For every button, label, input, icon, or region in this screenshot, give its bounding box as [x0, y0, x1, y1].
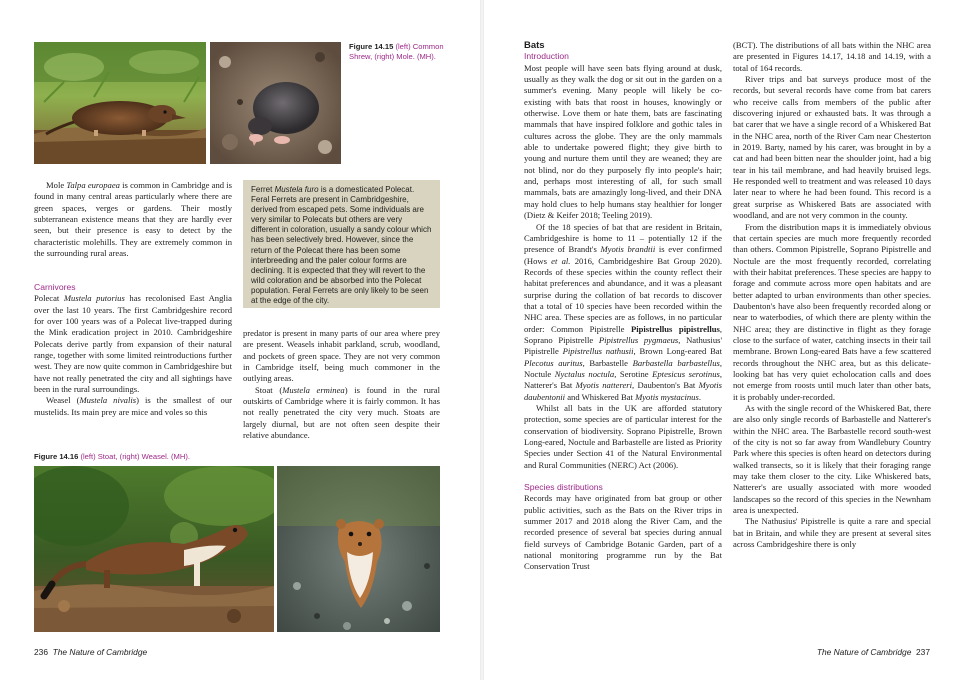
weasel-photo	[277, 466, 440, 632]
stoat-photo	[34, 466, 274, 632]
bats-heading: Bats	[524, 40, 545, 51]
bats-column-1: Bats Introduction Most people will have seen bats flying around at dusk, usually as they walk the dog or sit out in the garden on a summer's evening. Many people will likely be co-existing with bats that roost in houses, knowingly or otherwise. Love them or hate them, bats are fascinating mammals that have inspired folklore and gothic tales in cultures across the globe. They are the only mammals able to undertake powered flight; they give birth to young and nurture them until they are weaned; they are not blind, nor do they purposely fly into people's hair; and, perhaps most interesting of all, for such small mammals, bats are amazingly long-lived, and their DNA may hold clues to help humans stay healthier for longer (Dietz & Keifer 2018; Teeling 2019). Of the 18 species of bat that are resident in Britain, Cambridgeshire is home to 11 – potentially 12 if the presence of Brandt's Myotis brandtii is ever confirmed (Hows et al. 2016, Cambridgeshire Bat Group 2020). Records of these species within the county reflect their habitat preferences and abundance, and it was a pleasant surprise during the collation of bat records to discover that a total of 10 species have been recorded within the NHC area. These species are as follows, in no particular order: Common Pipistrelle Pipistrellus pipistrellus, Soprano Pipistrelle Pipistrellus pygmaeus, Nathusius' Pipistrelle Pipistrellus nathusii, Brown Long-eared Bat Plecotus auritus, Barbastelle Barbastella barbastellus, Noctule Nyctalus noctula, Serotine Eptesicus serotinus, Natterer's Bat Myotis nattereri, Daubenton's Bat Myotis daubentonii and Whiskered Bat Myotis mystacinus. Whilst all bats in the UK are afforded statutory protection, some species are of particular interest for the conservation of biodiversity. Soprano Pipistrelle, Brown Long-eared, Noctule and Barbastelle are listed as Priority Species under Section 41 of the Natural Environmental and Rural Communities (NERC) Act (2006). Species distributions Records may have originated from bat group or other public activities, such as the Bats on the River trips in summer 2017 and 2018 along the River Cam, and the recorded presence of several bat species during annual field surveys of Cambridge Botanic Garden, part of a national monitoring programme run by the Bat Conservation Trust	[524, 40, 723, 572]
mole-photo	[210, 42, 341, 164]
carnivores-heading: Carnivores	[34, 282, 76, 292]
species-distributions-heading: Species distributions	[524, 482, 603, 493]
introduction-heading: Introduction	[524, 51, 569, 62]
figure-14-15-caption: Figure 14.15 (left) Common Shrew, (right) Mole. (MH).	[349, 42, 444, 61]
left-page-folio: 236 The Nature of Cambridge	[34, 647, 148, 657]
shrew-photo	[34, 42, 206, 164]
weasel-stoat-text: predator is present in many parts of our area where prey are present. Weasels inhabit parkland, scrub, woodland, and pockets of green space. They are not very common in Cambridge itself, being much commoner in the outlying areas. Stoat (Mustela erminea) is found in the rural outskirts of Cambridge where it is fairly common. It has not really penetrated the city very much. Stoats are largely diurnal, but are not often seen despite their relative abundance.	[243, 328, 440, 441]
right-page-folio: The Nature of Cambridge 237	[816, 647, 930, 657]
figure-14-16-caption: Figure 14.16 (left) Stoat, (right) Weasel. (MH).	[34, 452, 191, 461]
carnivores-section: Carnivores Polecat Mustela putorius has recolonised East Anglia over the last 10 years. The first Cambridgeshire record for over 100 years was of a Polecat live-trapped during the Mink eradication project in 2010. Cambridgeshire Polecats derive partly from expansion of their natural range, together with some limited reintroductions further west. They are now quite common in Cambridgeshire but have not really penetrated the city and all sightings have been in the rural surroundings. Weasel (Mustela nivalis) is the smallest of our mustelids. Its main prey are mice and voles so this	[34, 282, 232, 417]
mole-text: Mole Talpa europaea is common in Cambridge and is found in many central areas particularly where there are green spaces, verges or gardens. Their mostly subterranean existence means that they are hardly ever seen, but their presence is easy to detect by the characteristic molehills. They are extremely common in the surrounding rural areas.	[34, 180, 232, 259]
ferret-info-box: Ferret Mustela furo is a domesticated Polecat. Feral Ferrets are present in Cambridgeshire, derived from escaped pets. Some individuals are very similar to Polecats but others are very different in coloration, usually a sandy colour which has been selectively bred. However, since the return of the Polecat there has been some interbreeding and the paler colour forms are declining. It is expected that they will revert to the wild coloration and be absorbed into the Polecat population. Feral Ferrets are only likely to be seen at the edge of the city.	[243, 180, 440, 308]
bats-column-2: (BCT). The distributions of all bats within the NHC area are presented in Figures 14.17, 14.18 and 14.19, with a total of 164 records. River trips and bat surveys produce most of the records, but several records have come from bat carers who receive calls from members of the public after discovering injured or exhausted bats. It was through a bat carer that we have a single record of a Whiskered Bat in the NHC area, north of the River Cam near Chesterton in 2019. Barty, named by his carer, was brought in by a cat and had been bitten near the shoulder joint, had a big tear in his tail membrane, and had heavily bruised legs. He responded well to treatment and was released 10 days later near to where he had been found. This record is a great surprise as Whiskered Bats are associated with woodland, and are not very common in the county. From the distribution maps it is immediately obvious that certain species are much more frequently recorded than others. Common Pipistrelle, Soprano Pipistrelle and Noctule are the most frequently recorded, correlating with their habitat preferences. These species are happy to forage and commute across more open habitats and are better adapted to urban environments than other species. Daubenton's have also been frequently recorded along or near to waterbodies, of which there are plenty within the NHC area; they are distinctive in flight as they forage close to the surface of water, catching insects in their tail membrane. Brown Long-eared Bats have a few scattered records throughout the NHC area, but as this delicate-looking bat has very quiet echolocation calls and does not emerge from roosts until much later than other bats, it is probably under-recorded. As with the single record of the Whiskered Bat, there are also only single records of Barbastelle and Natterer's within the NHC area. The Barbastelle record south-west of the city is not so far away from Wandlebury Country Park where this species is often heard on detectors during walked transects, so it is likely that their foraging range may take them closer to the city. Like Whiskered bats, Natterer's are usually associated with more wooded landscapes so the record of this species in the Newnham area is unexpected. The Nathusius' Pipistrelle is quite a rare and special bat in Britain, and while they are present at several sites across Cambridgeshire there is only	[733, 40, 931, 550]
page-gutter	[480, 0, 484, 680]
